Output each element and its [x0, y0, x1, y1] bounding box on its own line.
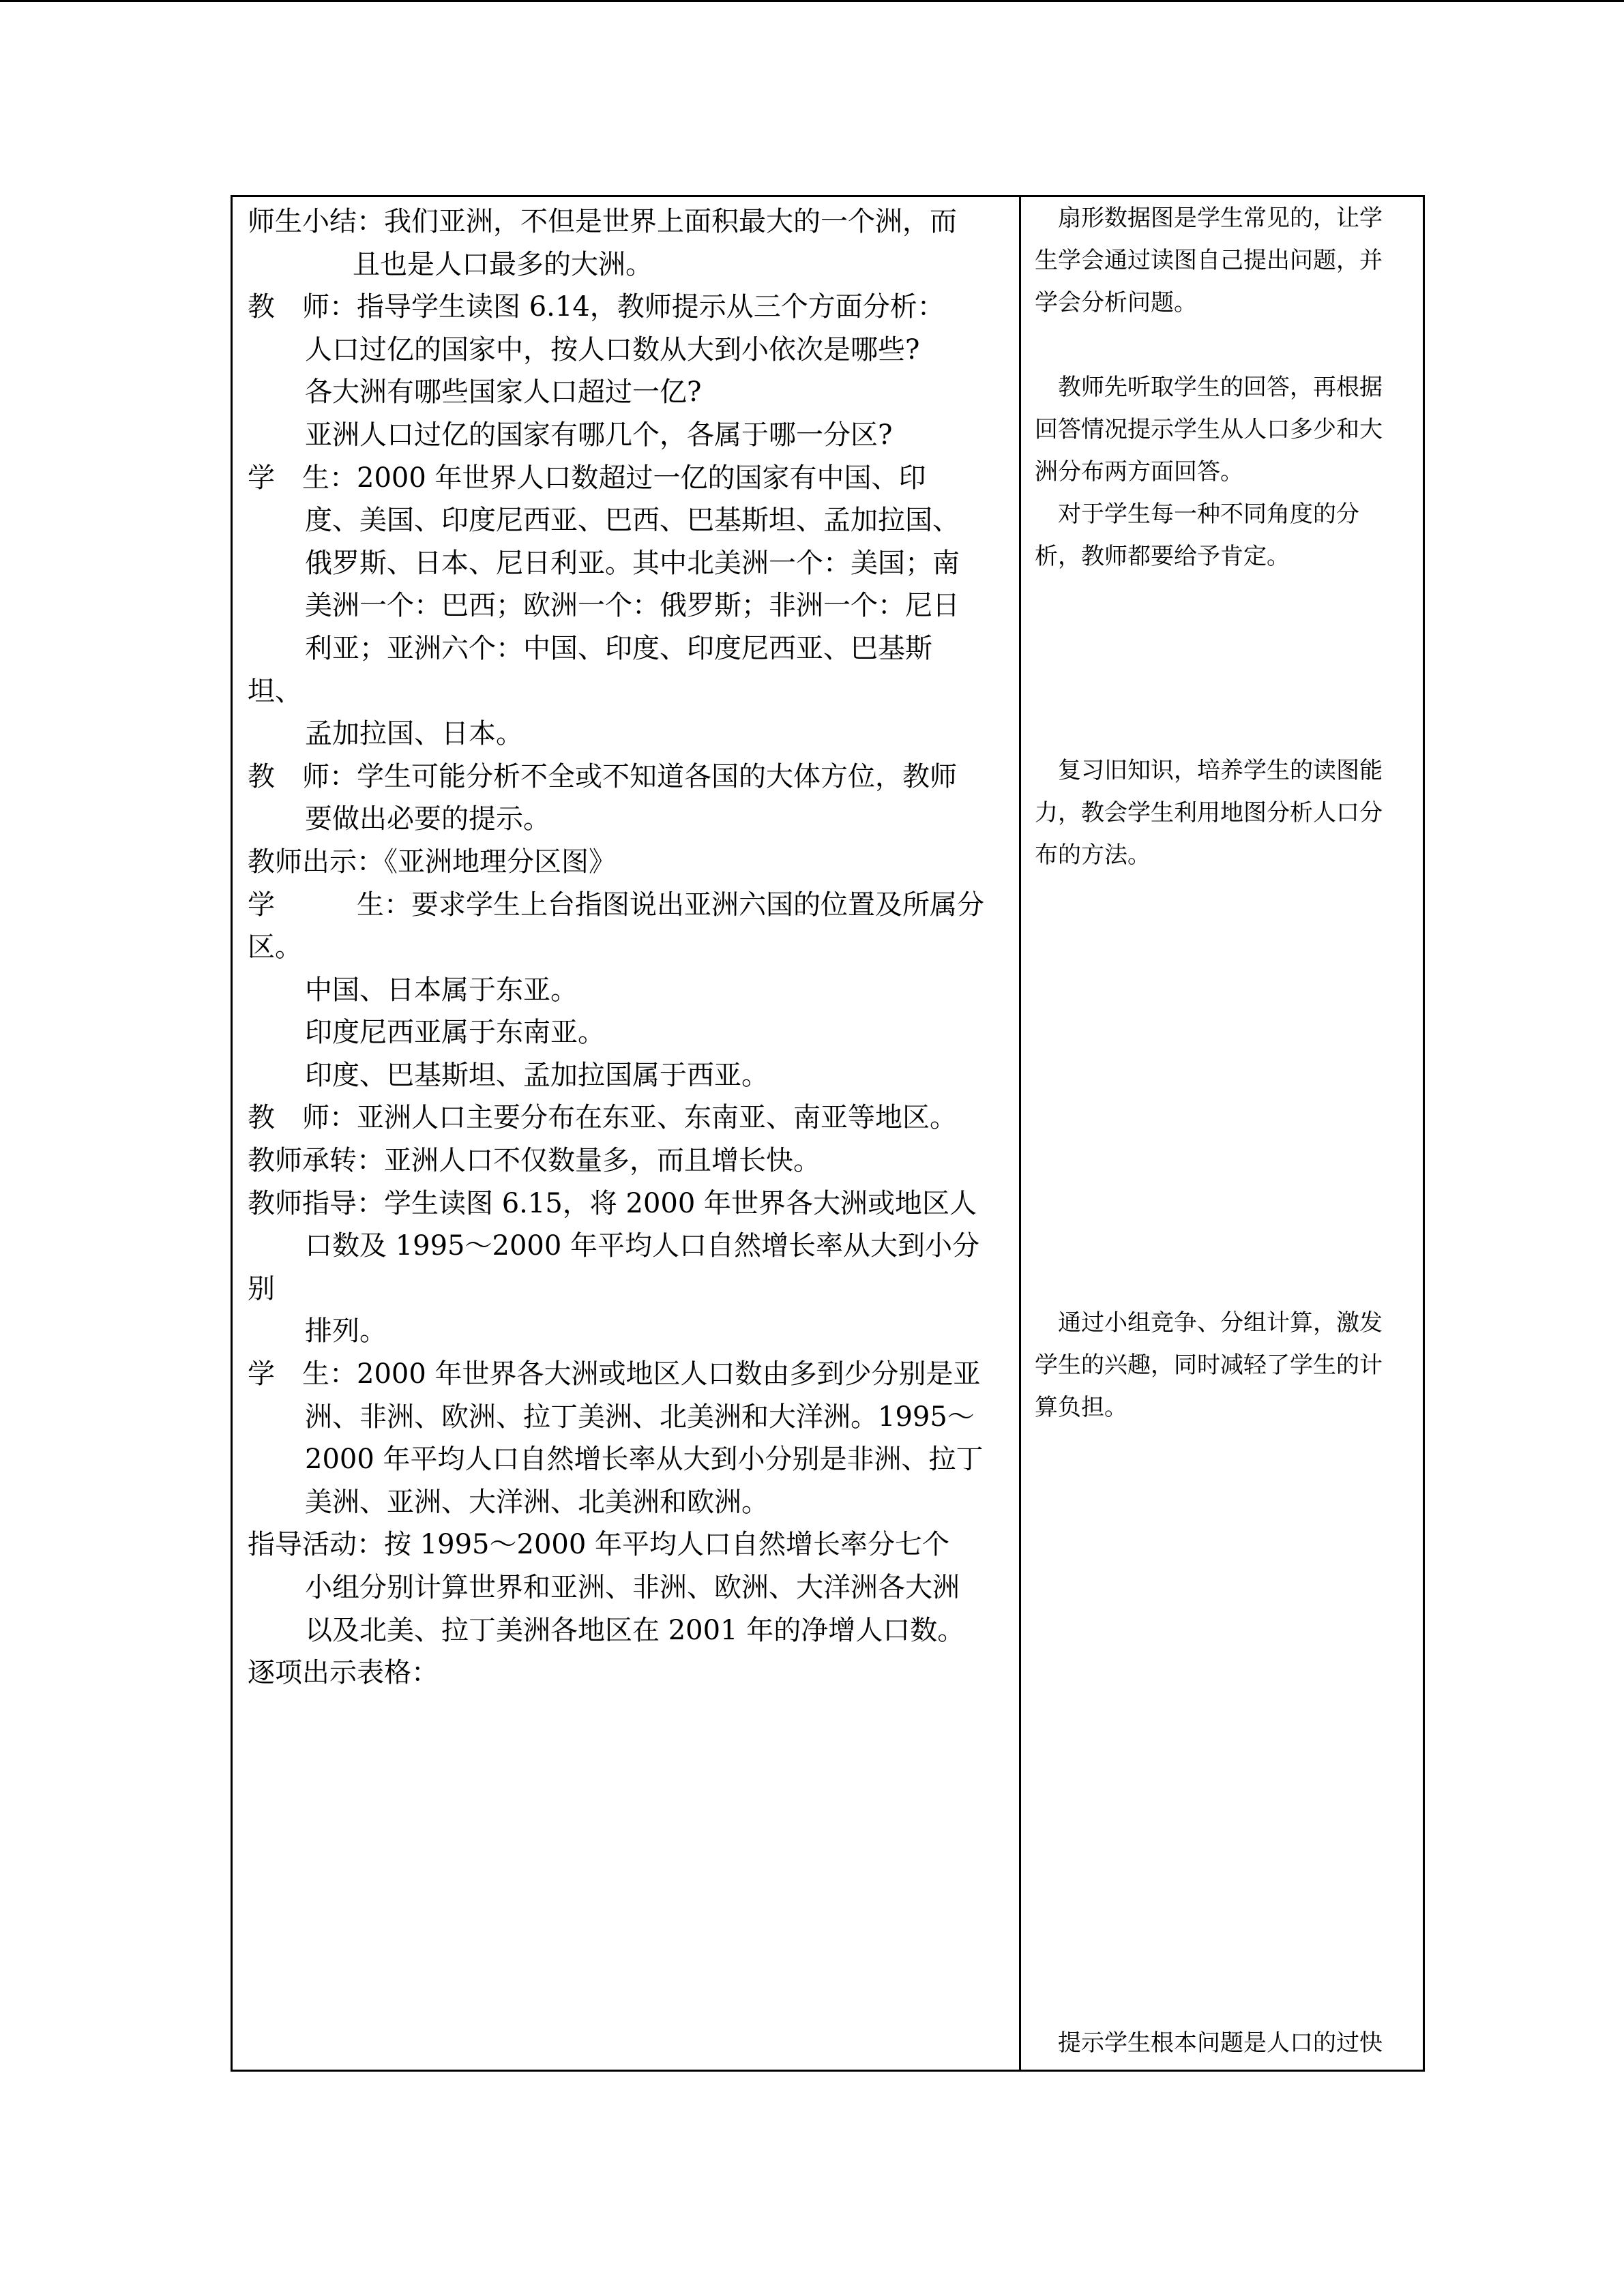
- note-line: 教师先听取学生的回答，再根据: [1035, 374, 1383, 401]
- note-line: 对于学生每一种不同角度的分: [1035, 501, 1359, 528]
- note-line: 回答情况提示学生从人口多少和大: [1035, 416, 1383, 443]
- text-line: 逐项出示表格：: [248, 1657, 439, 1689]
- note-line: 复习旧知识，培养学生的读图能: [1035, 757, 1383, 784]
- text-line: 人口过亿的国家中，按人口数从大到小依次是哪些?: [305, 333, 920, 366]
- text-line: 指导活动：按 1995～2000 年平均人口自然增长率分七个: [248, 1529, 950, 1561]
- text-line: 教 师：亚洲人口主要分布在东亚、东南亚、南亚等地区。: [248, 1102, 957, 1134]
- text-line: 师生小结：我们亚洲，不但是世界上面积最大的一个洲，而: [248, 206, 957, 237]
- text-line: 教师出示：《亚洲地理分区图》: [248, 846, 616, 878]
- note-line: 学会分析问题。: [1035, 289, 1197, 316]
- note-line: 力，教会学生利用地图分析人口分: [1035, 799, 1383, 826]
- text-line: 别: [248, 1272, 275, 1304]
- note-block-map-reading: [1035, 749, 1405, 876]
- text-line: 口数及 1995～2000 年平均人口自然增长率从大到小分: [305, 1230, 980, 1262]
- text-line: 区。: [248, 931, 302, 964]
- text-line: 小组分别计算世界和亚洲、非洲、欧洲、大洋洲各大洲: [305, 1572, 960, 1603]
- text-line: 2000 年平均人口自然增长率从大到小分别是非洲、拉丁: [305, 1444, 984, 1476]
- text-line: 教师指导：学生读图 6.15，将 2000 年世界各大洲或地区人: [248, 1187, 977, 1219]
- text-line: 坦、: [248, 675, 302, 707]
- note-line: 提示学生根本问题是人口的过快: [1035, 2029, 1383, 2057]
- design-notes-column: [1021, 197, 1423, 2070]
- text-line: 美洲一个：巴西；欧洲一个：俄罗斯；非洲一个：尼日: [305, 590, 960, 622]
- text-line: 利亚；亚洲六个：中国、印度、印度尼西亚、巴基斯: [305, 632, 932, 664]
- note-line: 通过小组竞争、分组计算，激发: [1035, 1309, 1383, 1337]
- text-line: 美洲、亚洲、大洋洲、北美洲和欧洲。: [305, 1486, 769, 1518]
- text-line: 中国、日本属于东亚。: [305, 974, 578, 1006]
- note-block-pie-chart: [1035, 197, 1405, 324]
- note-block-group-activity: [1035, 1302, 1405, 1429]
- note-block-student-answers: [1035, 366, 1405, 578]
- note-line: 学生的兴趣，同时减轻了学生的计: [1035, 1352, 1383, 1379]
- text-line: 排列。: [305, 1315, 387, 1347]
- teaching-process-column: [233, 197, 1021, 2070]
- text-line: 俄罗斯、日本、尼日利亚。其中北美洲一个：美国；南: [305, 547, 960, 579]
- text-line: 印度、巴基斯坦、孟加拉国属于西亚。: [305, 1059, 769, 1091]
- text-line: 度、美国、印度尼西亚、巴西、巴基斯坦、孟加拉国、: [305, 505, 960, 537]
- text-line: 印度尼西亚属于东南亚。: [305, 1017, 605, 1049]
- text-line: 孟加拉国、日本。: [305, 718, 523, 750]
- text-line: 教 师：学生可能分析不全或不知道各国的大体方位，教师: [248, 760, 957, 792]
- top-border-line: [0, 0, 1624, 2]
- text-line: 要做出必要的提示。: [305, 803, 550, 835]
- note-line: 算负担。: [1035, 1394, 1127, 1421]
- text-line: 教师承转：亚洲人口不仅数量多，而且增长快。: [248, 1145, 821, 1177]
- text-line: 洲、非洲、欧洲、拉丁美洲、北美洲和大洋洲。1995～: [305, 1401, 975, 1433]
- note-line: 生学会通过读图自己提出问题，并: [1035, 247, 1383, 274]
- note-line: 析，教师都要给予肯定。: [1035, 543, 1290, 570]
- text-line: 教 师：指导学生读图 6.14，教师提示从三个方面分析：: [248, 291, 945, 323]
- text-line: 以及北美、拉丁美洲各地区在 2001 年的净增人口数。: [305, 1614, 965, 1646]
- note-line: 扇形数据图是学生常见的，让学: [1035, 205, 1383, 232]
- text-line: 各大洲有哪些国家人口超过一亿?: [305, 376, 702, 408]
- note-block-population-growth: [1035, 2022, 1405, 2064]
- text-line: 学 生：2000 年世界人口数超过一亿的国家有中国、印: [248, 462, 926, 494]
- note-line: 布的方法。: [1035, 841, 1151, 869]
- note-line: 洲分布两方面回答。: [1035, 458, 1243, 486]
- text-line: 亚洲人口过亿的国家有哪几个，各属于哪一分区?: [305, 419, 893, 451]
- text-line: 学 生：要求学生上台指图说出亚洲六国的位置及所属分: [248, 889, 984, 921]
- text-line: 学 生：2000 年世界各大洲或地区人口数由多到少分别是亚: [248, 1358, 981, 1390]
- lesson-plan-table: [231, 195, 1425, 2072]
- text-line: 且也是人口最多的大洲。: [353, 248, 653, 280]
